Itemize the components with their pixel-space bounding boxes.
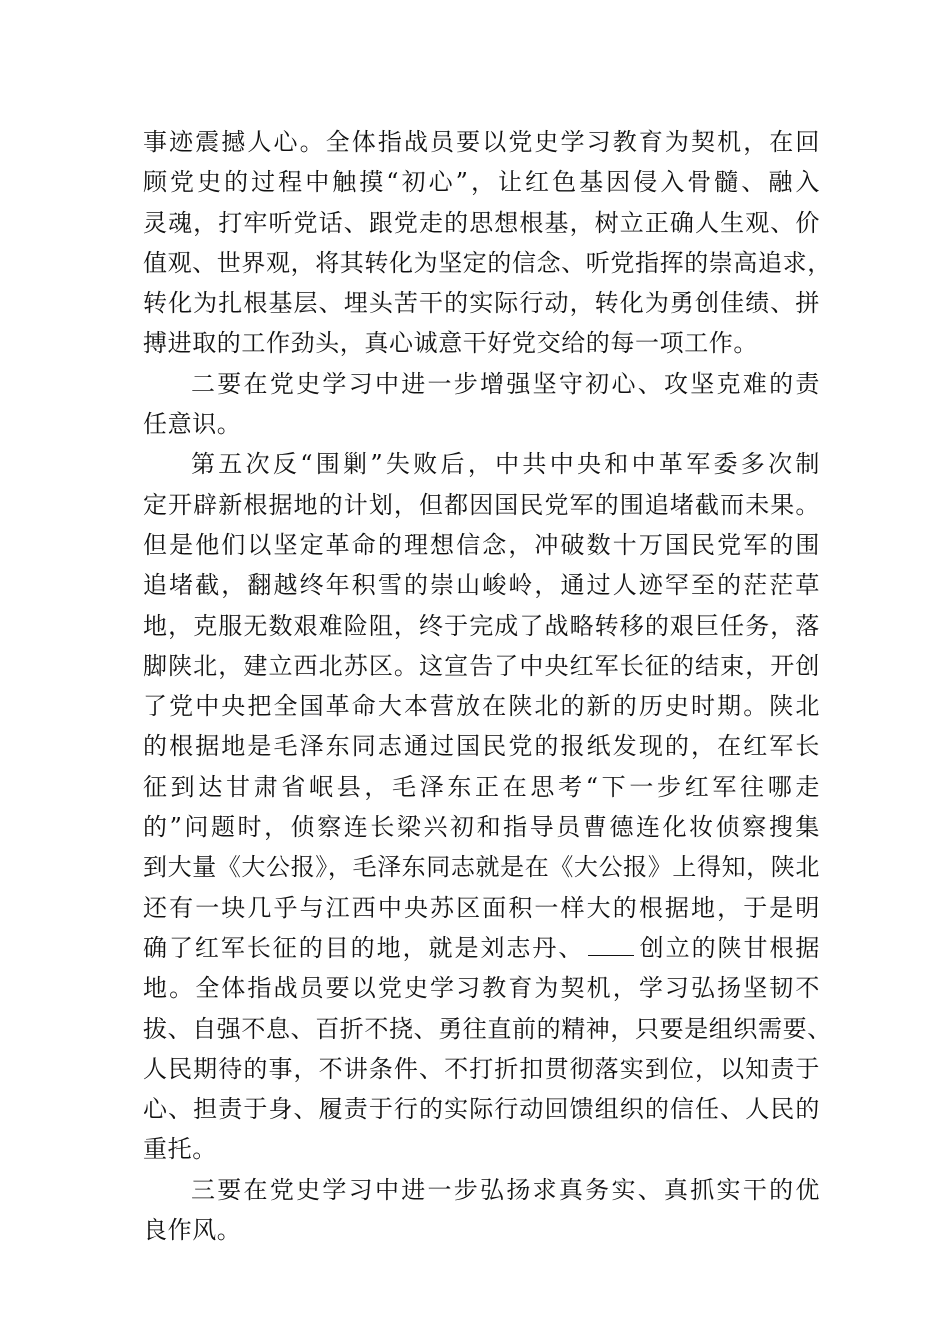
text-line: 三要在党史学习中进一步弘扬求真务实、真抓实干的优	[191, 1175, 820, 1204]
text-after-blank: 创立的陕甘根据	[638, 933, 821, 962]
paragraph-2-heading	[143, 364, 820, 445]
text-line: 征到达甘肃省岷县，毛泽东正在思考“下一步红军往哪走	[143, 772, 820, 801]
text-line: 到大量《大公报》，毛泽东同志就是在《大公报》上得知，陕北	[143, 853, 820, 882]
text-line: 地，克服无数艰难险阻，终于完成了战略转移的艰巨任务，落	[143, 611, 820, 640]
text-line: 了党中央把全国革命大本营放在陕北的新的历史时期。陕北	[143, 692, 820, 721]
document-body	[143, 122, 832, 1250]
text-line: 定开辟新根据地的计划，但都因国民党军的围追堵截而未果。	[143, 490, 820, 519]
text-line: 值观、世界观，将其转化为坚定的信念、听党指挥的崇高追求，	[143, 248, 832, 277]
text-line: 心、担责于身、履责于行的实际行动回馈组织的信任、人民的	[143, 1095, 820, 1124]
text-line: 灵魂，打牢听党话、跟党走的思想根基，树立正确人生观、价	[143, 208, 820, 237]
paragraph-4-heading	[143, 1170, 820, 1251]
text-line: 任意识。	[143, 410, 242, 439]
text-before-blank: 确了红军长征的目的地，就是刘志丹、	[143, 933, 585, 962]
paragraph-3	[143, 444, 832, 1169]
text-line: 脚陕北，建立西北苏区。这宣告了中央红军长征的结束，开创	[143, 651, 820, 680]
text-line: 追堵截，翻越终年积雪的崇山峻岭，通过人迹罕至的茫茫草	[143, 571, 820, 600]
text-line: 还有一块几乎与江西中央苏区面积一样大的根据地，于是明	[143, 893, 820, 922]
text-line: 地。全体指战员要以党史学习教育为契机，学习弘扬坚韧不	[143, 974, 820, 1003]
text-line-with-blank	[143, 928, 820, 968]
text-line: 顾党史的过程中触摸“初心”，让红色基因侵入骨髓、融入	[143, 168, 820, 197]
text-line: 搏进取的工作劲头，真心诚意干好党交给的每一项工作。	[143, 329, 758, 358]
text-line: 但是他们以坚定革命的理想信念，冲破数十万国民党军的围	[143, 530, 820, 559]
text-line: 人民期待的事，不讲条件、不打折扣贯彻落实到位，以知责于	[143, 1054, 820, 1083]
fill-in-blank	[588, 937, 634, 956]
text-line: 拔、自强不息、百折不挠、勇往直前的精神，只要是组织需要、	[143, 1014, 832, 1043]
text-line: 二要在党史学习中进一步增强坚守初心、攻坚克难的责	[191, 369, 820, 398]
text-line: 的”问题时，侦察连长梁兴初和指导员曹德连化妆侦察搜集	[143, 813, 820, 842]
paragraph-1	[143, 122, 832, 364]
text-line: 转化为扎根基层、埋头苦干的实际行动，转化为勇创佳绩、拼	[143, 289, 820, 318]
text-line: 良作风。	[143, 1216, 242, 1245]
text-line: 第五次反“围剿”失败后，中共中央和中革军委多次制	[191, 450, 820, 479]
text-line: 事迹震撼人心。全体指战员要以党史学习教育为契机，在回	[143, 128, 820, 156]
text-line: 重托。	[143, 1135, 217, 1164]
text-line: 的根据地是毛泽东同志通过国民党的报纸发现的，在红军长	[143, 732, 820, 761]
